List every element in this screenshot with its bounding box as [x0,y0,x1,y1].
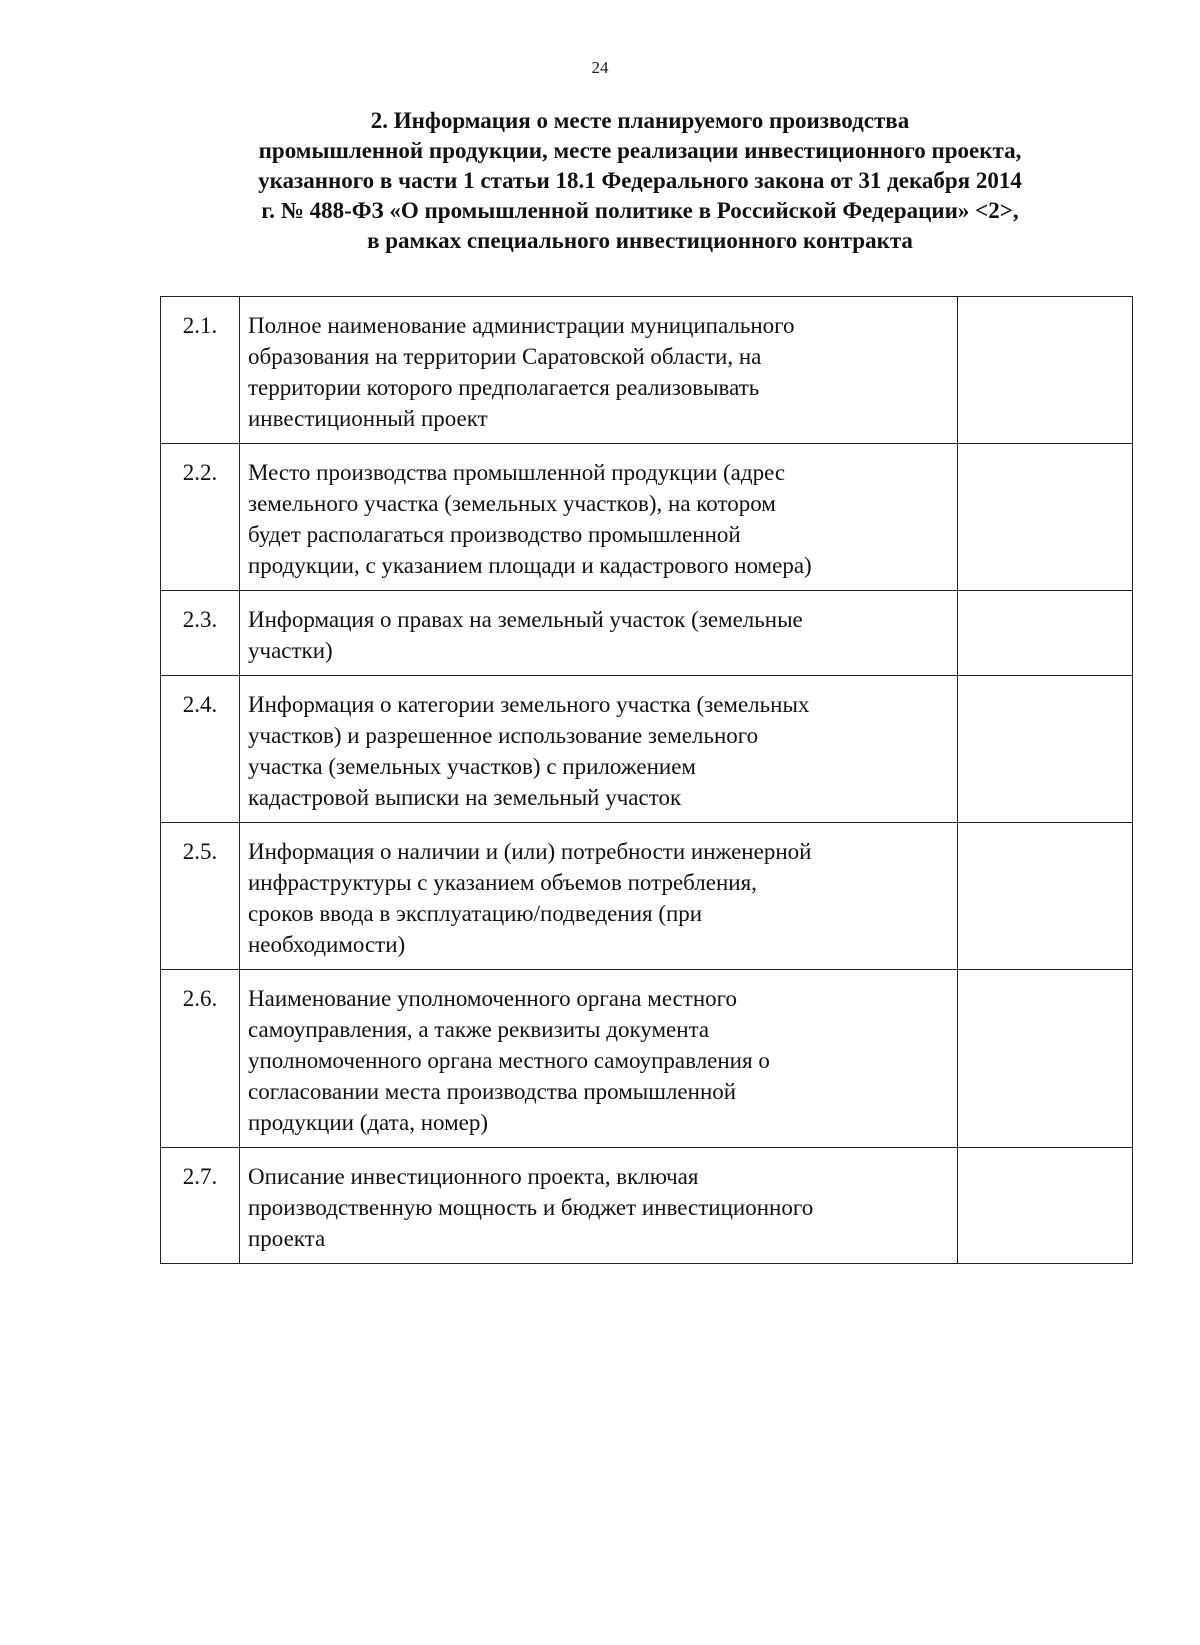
row-value-cell[interactable] [958,676,1133,823]
table-row [161,591,1133,676]
row-description-text: Место производства промышленной продукции (адрес земельного участка (земельных участков), на котором будет располагаться производство промышленной продукции, с указанием площади и кадастрового номера) [248,460,812,578]
row-number: 2.1. [161,297,240,444]
row-description [240,676,958,823]
row-description-text: Информация о правах на земельный участок (земельные участки) [248,607,803,663]
row-number: 2.2. [161,444,240,591]
section-heading-line: г. № 488-ФЗ «О промышленной политике в Российской Федерации» <2>, [261,198,1019,223]
row-number: 2.4. [161,676,240,823]
row-description [240,970,958,1148]
section-heading-line: в рамках специального инвестиционного контракта [367,228,913,253]
table-row [161,1148,1133,1264]
row-number: 2.3. [161,591,240,676]
row-value-cell[interactable] [958,591,1133,676]
row-description-text: Информация о категории земельного участка (земельных участков) и разрешенное использование земельного участка (земельных участков) с приложением кадастровой выписки на земельный участок [248,692,810,810]
row-number: 2.6. [161,970,240,1148]
information-table [160,296,1133,1264]
table-row [161,823,1133,970]
row-value-cell[interactable] [958,1148,1133,1264]
row-description-text: Полное наименование администрации муниципального образования на территории Саратовской области, на территории которого предполагается реализовывать инвестиционный проект [248,313,795,431]
row-description [240,297,958,444]
row-description-text: Наименование уполномоченного органа местного самоуправления, а также реквизиты документа уполномоченного органа местного самоуправления о согласовании места производства промышленной продукции (дата, номер) [248,986,770,1135]
table-row [161,297,1133,444]
row-value-cell[interactable] [958,444,1133,591]
row-description-text: Описание инвестиционного проекта, включая производственную мощность и бюджет инвестиционного проекта [248,1164,814,1251]
row-value-cell[interactable] [958,823,1133,970]
row-description [240,1148,958,1264]
section-heading-line: 2. Информация о месте планируемого производства [370,108,910,133]
section-heading-line: промышленной продукции, месте реализации инвестиционного проекта, [258,138,1022,163]
page-number: 24 [591,58,609,77]
row-description [240,823,958,970]
table-row [161,676,1133,823]
row-value-cell[interactable] [958,297,1133,444]
row-description-text: Информация о наличии и (или) потребности инженерной инфраструктуры с указанием объемов потребления, сроков ввода в эксплуатацию/подведения (при необходимости) [248,839,812,957]
row-number: 2.5. [161,823,240,970]
table-row [161,970,1133,1148]
row-description [240,444,958,591]
row-description [240,591,958,676]
section-heading-line: указанного в части 1 статьи 18.1 Федерального закона от 31 декабря 2014 [258,168,1022,193]
row-number: 2.7. [161,1148,240,1264]
section-heading [150,106,1130,256]
table-row [161,444,1133,591]
row-value-cell[interactable] [958,970,1133,1148]
